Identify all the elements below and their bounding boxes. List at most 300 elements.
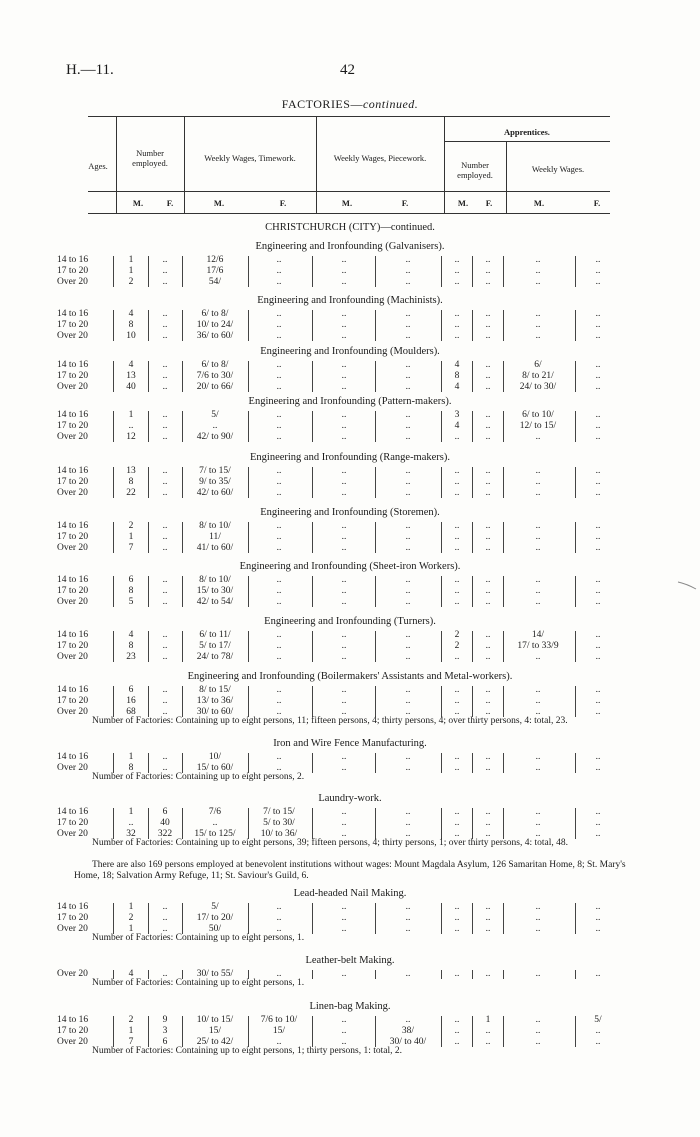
- cell-m-employed: 7: [128, 543, 134, 553]
- cell-appr-f: ..: [485, 586, 491, 596]
- cell-wage-time-f: ..: [276, 477, 282, 487]
- cell-f-employed: ..: [162, 543, 168, 553]
- column-separator: [503, 361, 504, 392]
- cell-wage-time-f: ..: [276, 532, 282, 542]
- cell-wage-time-f: ..: [276, 696, 282, 706]
- cell-wage-piece-m: ..: [341, 1026, 347, 1036]
- cell-appr-m: ..: [454, 913, 460, 923]
- table-row: [0, 488, 700, 499]
- column-separator: [375, 753, 376, 773]
- cell-wage-time-m: 25/ to 42/: [196, 1037, 234, 1047]
- cell-age: 14 to 16: [57, 521, 89, 531]
- column-separator: [575, 808, 576, 839]
- section-title: Lead-headed Nail Making.: [293, 888, 407, 899]
- column-separator: [148, 686, 149, 717]
- cell-appr-f: ..: [485, 521, 491, 531]
- header-weekly-wages-piecework: Weekly Wages, Piecework.: [333, 153, 427, 163]
- cell-appr-wage-f: ..: [595, 902, 601, 912]
- cell-wage-piece-f: ..: [405, 266, 411, 276]
- cell-m-employed: 1: [128, 532, 134, 542]
- cell-age: 17 to 20: [57, 913, 89, 923]
- cell-m-employed: 2: [128, 277, 134, 287]
- cell-wage-time-m: 15/ to 60/: [196, 763, 234, 773]
- cell-age: 17 to 20: [57, 1026, 89, 1036]
- cell-m-employed: 23: [126, 652, 136, 662]
- cell-appr-wage-m: ..: [535, 521, 541, 531]
- cell-wage-piece-m: ..: [341, 763, 347, 773]
- cell-wage-piece-f: ..: [405, 902, 411, 912]
- cell-appr-wage-m: ..: [535, 652, 541, 662]
- cell-wage-time-m: 8/ to 10/: [199, 521, 231, 531]
- cell-age: 17 to 20: [57, 818, 89, 828]
- cell-appr-wage-m: ..: [535, 1037, 541, 1047]
- column-separator: [312, 310, 313, 341]
- column-separator: [248, 686, 249, 717]
- column-separator: [575, 467, 576, 498]
- column-separator: [503, 310, 504, 341]
- institutions-note: There are also 169 persons employed at benevolent institutions without wages: Mount Magdala Asylum, 126 Samaritan Home, 8; St. Mary's Home, 18; Salvation Army Refuge, 11; St. Saviour's Guild, 6.: [74, 860, 626, 881]
- cell-wage-piece-f: 38/: [401, 1026, 415, 1036]
- cell-wage-time-f: ..: [276, 969, 282, 979]
- cell-wage-time-f: ..: [276, 421, 282, 431]
- cell-age: 14 to 16: [57, 410, 89, 420]
- cell-wage-piece-m: ..: [341, 1037, 347, 1047]
- cell-age: Over 20: [57, 763, 88, 773]
- column-separator: [248, 522, 249, 553]
- column-separator: [248, 361, 249, 392]
- cell-wage-time-m: 6/ to 8/: [201, 309, 229, 319]
- header-apprentices: Apprentices.: [504, 127, 550, 137]
- cell-appr-m: ..: [454, 320, 460, 330]
- factories-note: Number of Factories: Containing up to eight persons, 11; fifteen persons, 4; thirty persons, 4; over thirty persons, 4: total, 23.: [92, 716, 568, 726]
- cell-wage-time-f: ..: [276, 432, 282, 442]
- cell-f-employed: ..: [162, 902, 168, 912]
- cell-wage-time-f: ..: [276, 331, 282, 341]
- cell-f-employed: ..: [162, 488, 168, 498]
- cell-wage-time-m: 17/6: [206, 266, 224, 276]
- cell-m-employed: 4: [128, 630, 134, 640]
- cell-appr-wage-f: ..: [595, 466, 601, 476]
- column-separator: [575, 753, 576, 773]
- cell-age: Over 20: [57, 277, 88, 287]
- cell-wage-time-m: 13/ to 36/: [196, 696, 234, 706]
- cell-appr-wage-f: ..: [595, 371, 601, 381]
- cell-appr-wage-m: ..: [535, 477, 541, 487]
- cell-age: 17 to 20: [57, 421, 89, 431]
- cell-appr-wage-m: ..: [535, 685, 541, 695]
- column-separator: [312, 361, 313, 392]
- column-separator: [441, 256, 442, 287]
- cell-f-employed: ..: [162, 969, 168, 979]
- header-ages: Ages.: [88, 161, 108, 171]
- cell-wage-piece-m: ..: [341, 477, 347, 487]
- table-row: [0, 543, 700, 554]
- cell-wage-piece-f: ..: [405, 320, 411, 330]
- section-title: Linen-bag Making.: [309, 1001, 391, 1012]
- column-separator: [113, 631, 114, 662]
- column-separator: [503, 576, 504, 607]
- cell-appr-f: ..: [485, 597, 491, 607]
- cell-appr-f: ..: [485, 575, 491, 585]
- factories-note: Number of Factories: Containing up to eight persons, 1.: [92, 933, 305, 943]
- cell-appr-m: ..: [454, 266, 460, 276]
- cell-appr-wage-f: ..: [595, 360, 601, 370]
- cell-age: Over 20: [57, 1037, 88, 1047]
- cell-age: 14 to 16: [57, 575, 89, 585]
- cell-appr-m: ..: [454, 902, 460, 912]
- cell-wage-time-m: 12/6: [206, 255, 224, 265]
- column-separator: [503, 256, 504, 287]
- cell-wage-piece-m: ..: [341, 532, 347, 542]
- cell-wage-piece-f: ..: [405, 630, 411, 640]
- cell-wage-piece-f: ..: [405, 432, 411, 442]
- cell-appr-f: ..: [485, 421, 491, 431]
- cell-appr-m: ..: [454, 1037, 460, 1047]
- column-separator: [375, 310, 376, 341]
- cell-wage-time-m: 15/ to 30/: [196, 586, 234, 596]
- cell-wage-piece-m: ..: [341, 807, 347, 817]
- table-row: [0, 597, 700, 608]
- cell-age: 14 to 16: [57, 255, 89, 265]
- cell-wage-piece-f: ..: [405, 331, 411, 341]
- cell-age: 14 to 16: [57, 807, 89, 817]
- cell-appr-wage-f: ..: [595, 575, 601, 585]
- cell-age: Over 20: [57, 969, 88, 979]
- cell-m-employed: 1: [128, 1026, 134, 1036]
- cell-appr-f: ..: [485, 360, 491, 370]
- cell-appr-m: 3: [454, 410, 460, 420]
- column-separator: [148, 753, 149, 773]
- cell-m-employed: ..: [128, 421, 134, 431]
- cell-appr-f: ..: [485, 829, 491, 839]
- cell-f-employed: 40: [160, 818, 170, 828]
- cell-appr-f: ..: [485, 371, 491, 381]
- table-row: [0, 913, 700, 924]
- cell-appr-m: ..: [454, 707, 460, 717]
- cell-f-employed: 3: [162, 1026, 168, 1036]
- cell-wage-piece-f: 30/ to 40/: [389, 1037, 427, 1047]
- cell-appr-f: ..: [485, 266, 491, 276]
- cell-f-employed: ..: [162, 575, 168, 585]
- column-separator: [375, 467, 376, 498]
- cell-appr-wage-f: ..: [595, 641, 601, 651]
- cell-f-employed: ..: [162, 597, 168, 607]
- cell-f-employed: 9: [162, 1015, 168, 1025]
- cell-appr-wage-f: ..: [595, 924, 601, 934]
- column-separator: [182, 361, 183, 392]
- cell-wage-piece-f: ..: [405, 360, 411, 370]
- cell-wage-piece-m: ..: [341, 685, 347, 695]
- cell-wage-time-m: 5/: [211, 410, 219, 420]
- column-separator: [182, 631, 183, 662]
- table-header: [88, 116, 610, 216]
- table-row: [0, 818, 700, 829]
- cell-appr-wage-f: ..: [595, 969, 601, 979]
- cell-f-employed: ..: [162, 432, 168, 442]
- table-row: [0, 331, 700, 342]
- column-separator: [312, 1016, 313, 1047]
- cell-wage-piece-m: ..: [341, 410, 347, 420]
- cell-m-employed: 13: [126, 466, 136, 476]
- factories-note: Number of Factories: Containing up to eight persons, 2.: [92, 772, 305, 782]
- cell-wage-time-m: ..: [212, 421, 218, 431]
- factories-note: Number of Factories: Containing up to eight persons, 1; thirty persons, 1: total, 2.: [92, 1046, 403, 1056]
- table-row: [0, 277, 700, 288]
- cell-appr-wage-m: ..: [535, 331, 541, 341]
- column-separator: [503, 522, 504, 553]
- section-title: Leather-belt Making.: [305, 955, 395, 966]
- cell-appr-wage-m: ..: [535, 969, 541, 979]
- column-separator: [375, 522, 376, 553]
- cell-appr-m: ..: [454, 1015, 460, 1025]
- cell-m-employed: 8: [128, 477, 134, 487]
- cell-m-employed: 1: [128, 807, 134, 817]
- cell-age: Over 20: [57, 382, 88, 392]
- cell-wage-piece-f: ..: [405, 913, 411, 923]
- column-separator: [312, 467, 313, 498]
- table-row: [0, 575, 700, 586]
- cell-appr-m: ..: [454, 924, 460, 934]
- table-row: [0, 360, 700, 371]
- table-row: [0, 1015, 700, 1026]
- cell-appr-m: ..: [454, 331, 460, 341]
- section-title: Engineering and Ironfounding (Sheet-iron Workers).: [239, 561, 461, 572]
- cell-f-employed: ..: [162, 309, 168, 319]
- cell-appr-wage-f: ..: [595, 807, 601, 817]
- cell-appr-wage-m: ..: [535, 597, 541, 607]
- cell-appr-wage-f: ..: [595, 752, 601, 762]
- cell-f-employed: ..: [162, 371, 168, 381]
- cell-appr-wage-m: ..: [535, 1026, 541, 1036]
- table-row: [0, 410, 700, 421]
- column-separator: [148, 310, 149, 341]
- cell-wage-time-f: ..: [276, 371, 282, 381]
- cell-wage-piece-f: ..: [405, 382, 411, 392]
- column-separator: [113, 753, 114, 773]
- column-separator: [375, 631, 376, 662]
- cell-wage-piece-m: ..: [341, 421, 347, 431]
- section-title: Engineering and Ironfounding (Range-makers).: [249, 452, 451, 463]
- table-row: [0, 685, 700, 696]
- cell-appr-wage-m: ..: [535, 575, 541, 585]
- cell-appr-m: ..: [454, 477, 460, 487]
- cell-appr-m: ..: [454, 521, 460, 531]
- cell-wage-piece-f: ..: [405, 532, 411, 542]
- cell-appr-wage-f: ..: [595, 586, 601, 596]
- cell-appr-f: ..: [485, 924, 491, 934]
- cell-m-employed: 2: [128, 521, 134, 531]
- cell-wage-piece-f: ..: [405, 586, 411, 596]
- table-row: [0, 371, 700, 382]
- cell-m-employed: 10: [126, 331, 136, 341]
- cell-wage-time-m: 7/ to 15/: [199, 466, 231, 476]
- cell-appr-wage-m: ..: [535, 818, 541, 828]
- cell-appr-wage-f: ..: [595, 331, 601, 341]
- cell-appr-f: ..: [485, 707, 491, 717]
- section-title: Engineering and Ironfounding (Pattern-makers).: [248, 396, 452, 407]
- table-row: [0, 1026, 700, 1037]
- cell-appr-f: ..: [485, 913, 491, 923]
- cell-age: 17 to 20: [57, 266, 89, 276]
- header-f: F.: [401, 198, 409, 208]
- cell-wage-time-f: ..: [276, 309, 282, 319]
- table-row: [0, 466, 700, 477]
- cell-wage-time-f: ..: [276, 630, 282, 640]
- cell-appr-wage-m: ..: [535, 309, 541, 319]
- cell-m-employed: 4: [128, 969, 134, 979]
- cell-age: Over 20: [57, 488, 88, 498]
- column-separator: [375, 411, 376, 442]
- cell-appr-f: ..: [485, 807, 491, 817]
- cell-wage-time-f: ..: [276, 586, 282, 596]
- cell-age: 14 to 16: [57, 466, 89, 476]
- cell-appr-wage-m: ..: [535, 532, 541, 542]
- column-separator: [472, 631, 473, 662]
- cell-appr-wage-f: ..: [595, 309, 601, 319]
- cell-wage-time-m: 7/6 to 30/: [196, 371, 234, 381]
- cell-wage-piece-m: ..: [341, 371, 347, 381]
- column-separator: [472, 411, 473, 442]
- cell-wage-piece-f: ..: [405, 696, 411, 706]
- cell-appr-wage-f: ..: [595, 255, 601, 265]
- column-separator: [575, 256, 576, 287]
- column-separator: [575, 576, 576, 607]
- cell-wage-time-f: ..: [276, 752, 282, 762]
- column-separator: [472, 576, 473, 607]
- cell-f-employed: ..: [162, 360, 168, 370]
- cell-appr-wage-m: ..: [535, 320, 541, 330]
- column-separator: [375, 361, 376, 392]
- cell-wage-piece-f: ..: [405, 277, 411, 287]
- cell-appr-wage-m: ..: [535, 1015, 541, 1025]
- cell-m-employed: 8: [128, 586, 134, 596]
- column-separator: [182, 753, 183, 773]
- cell-f-employed: ..: [162, 586, 168, 596]
- column-separator: [472, 903, 473, 934]
- cell-wage-time-m: 20/ to 66/: [196, 382, 234, 392]
- column-separator: [503, 411, 504, 442]
- cell-wage-piece-f: ..: [405, 829, 411, 839]
- cell-appr-f: ..: [485, 752, 491, 762]
- column-separator: [182, 411, 183, 442]
- header-appr-number-employed: Number employed.: [457, 160, 493, 180]
- header-f: F.: [485, 198, 493, 208]
- cell-appr-wage-m: ..: [535, 807, 541, 817]
- cell-wage-piece-f: ..: [405, 543, 411, 553]
- cell-wage-piece-m: ..: [341, 818, 347, 828]
- cell-age: Over 20: [57, 707, 88, 717]
- cell-wage-piece-m: ..: [341, 575, 347, 585]
- margin-mark: [677, 580, 697, 590]
- column-separator: [441, 686, 442, 717]
- cell-appr-f: ..: [485, 685, 491, 695]
- cell-wage-time-m: 6/ to 8/: [201, 360, 229, 370]
- column-separator: [472, 467, 473, 498]
- column-separator: [575, 686, 576, 717]
- cell-wage-time-f: ..: [276, 902, 282, 912]
- column-separator: [441, 1016, 442, 1047]
- column-separator: [148, 411, 149, 442]
- cell-appr-m: ..: [454, 532, 460, 542]
- table-row: [0, 382, 700, 393]
- cell-m-employed: 6: [128, 575, 134, 585]
- cell-appr-wage-f: 5/: [594, 1015, 602, 1025]
- column-separator: [312, 903, 313, 934]
- column-separator: [575, 1016, 576, 1047]
- column-separator: [182, 686, 183, 717]
- cell-appr-m: ..: [454, 309, 460, 319]
- cell-appr-f: ..: [485, 331, 491, 341]
- cell-m-employed: ..: [128, 818, 134, 828]
- cell-m-employed: 13: [126, 371, 136, 381]
- cell-wage-time-f: 7/ to 15/: [263, 807, 295, 817]
- cell-appr-wage-f: ..: [595, 277, 601, 287]
- cell-appr-f: ..: [485, 1037, 491, 1047]
- cell-f-employed: ..: [162, 277, 168, 287]
- cell-age: 14 to 16: [57, 630, 89, 640]
- cell-appr-wage-m: 17/ to 33/9: [517, 641, 559, 651]
- column-separator: [148, 631, 149, 662]
- cell-appr-f: ..: [485, 652, 491, 662]
- cell-wage-time-f: 15/: [272, 1026, 286, 1036]
- cell-f-employed: ..: [162, 331, 168, 341]
- section-title: Engineering and Ironfounding (Storemen).: [260, 507, 440, 518]
- cell-appr-wage-f: ..: [595, 320, 601, 330]
- cell-age: Over 20: [57, 432, 88, 442]
- cell-appr-f: ..: [485, 382, 491, 392]
- cell-appr-wage-f: ..: [595, 410, 601, 420]
- page-title-continued: continued.: [362, 97, 419, 111]
- cell-m-employed: 32: [126, 829, 136, 839]
- column-separator: [503, 686, 504, 717]
- column-separator: [472, 522, 473, 553]
- cell-appr-f: ..: [485, 630, 491, 640]
- column-separator: [503, 753, 504, 773]
- cell-f-employed: ..: [162, 696, 168, 706]
- column-separator: [441, 903, 442, 934]
- cell-m-employed: 4: [128, 309, 134, 319]
- cell-m-employed: 8: [128, 763, 134, 773]
- column-separator: [113, 411, 114, 442]
- column-separator: [575, 310, 576, 341]
- cell-appr-f: ..: [485, 488, 491, 498]
- cell-appr-m: 2: [454, 630, 460, 640]
- section-title: Engineering and Ironfounding (Moulders).: [260, 346, 440, 357]
- cell-wage-time-f: ..: [276, 575, 282, 585]
- table-row: [0, 641, 700, 652]
- cell-age: 14 to 16: [57, 902, 89, 912]
- cell-age: Over 20: [57, 597, 88, 607]
- cell-appr-wage-m: ..: [535, 586, 541, 596]
- cell-appr-wage-f: ..: [595, 432, 601, 442]
- cell-wage-piece-f: ..: [405, 410, 411, 420]
- column-separator: [113, 808, 114, 839]
- cell-appr-m: 4: [454, 360, 460, 370]
- cell-appr-f: ..: [485, 432, 491, 442]
- cell-age: 17 to 20: [57, 477, 89, 487]
- cell-f-employed: 6: [162, 807, 168, 817]
- column-separator: [472, 753, 473, 773]
- cell-wage-piece-m: ..: [341, 360, 347, 370]
- cell-f-employed: ..: [162, 521, 168, 531]
- cell-appr-m: ..: [454, 652, 460, 662]
- cell-appr-wage-m: 12/ to 15/: [519, 421, 557, 431]
- cell-appr-wage-f: ..: [595, 913, 601, 923]
- cell-appr-wage-m: 8/ to 21/: [522, 371, 554, 381]
- cell-wage-piece-m: ..: [341, 466, 347, 476]
- cell-m-employed: 1: [128, 902, 134, 912]
- column-separator: [182, 1016, 183, 1047]
